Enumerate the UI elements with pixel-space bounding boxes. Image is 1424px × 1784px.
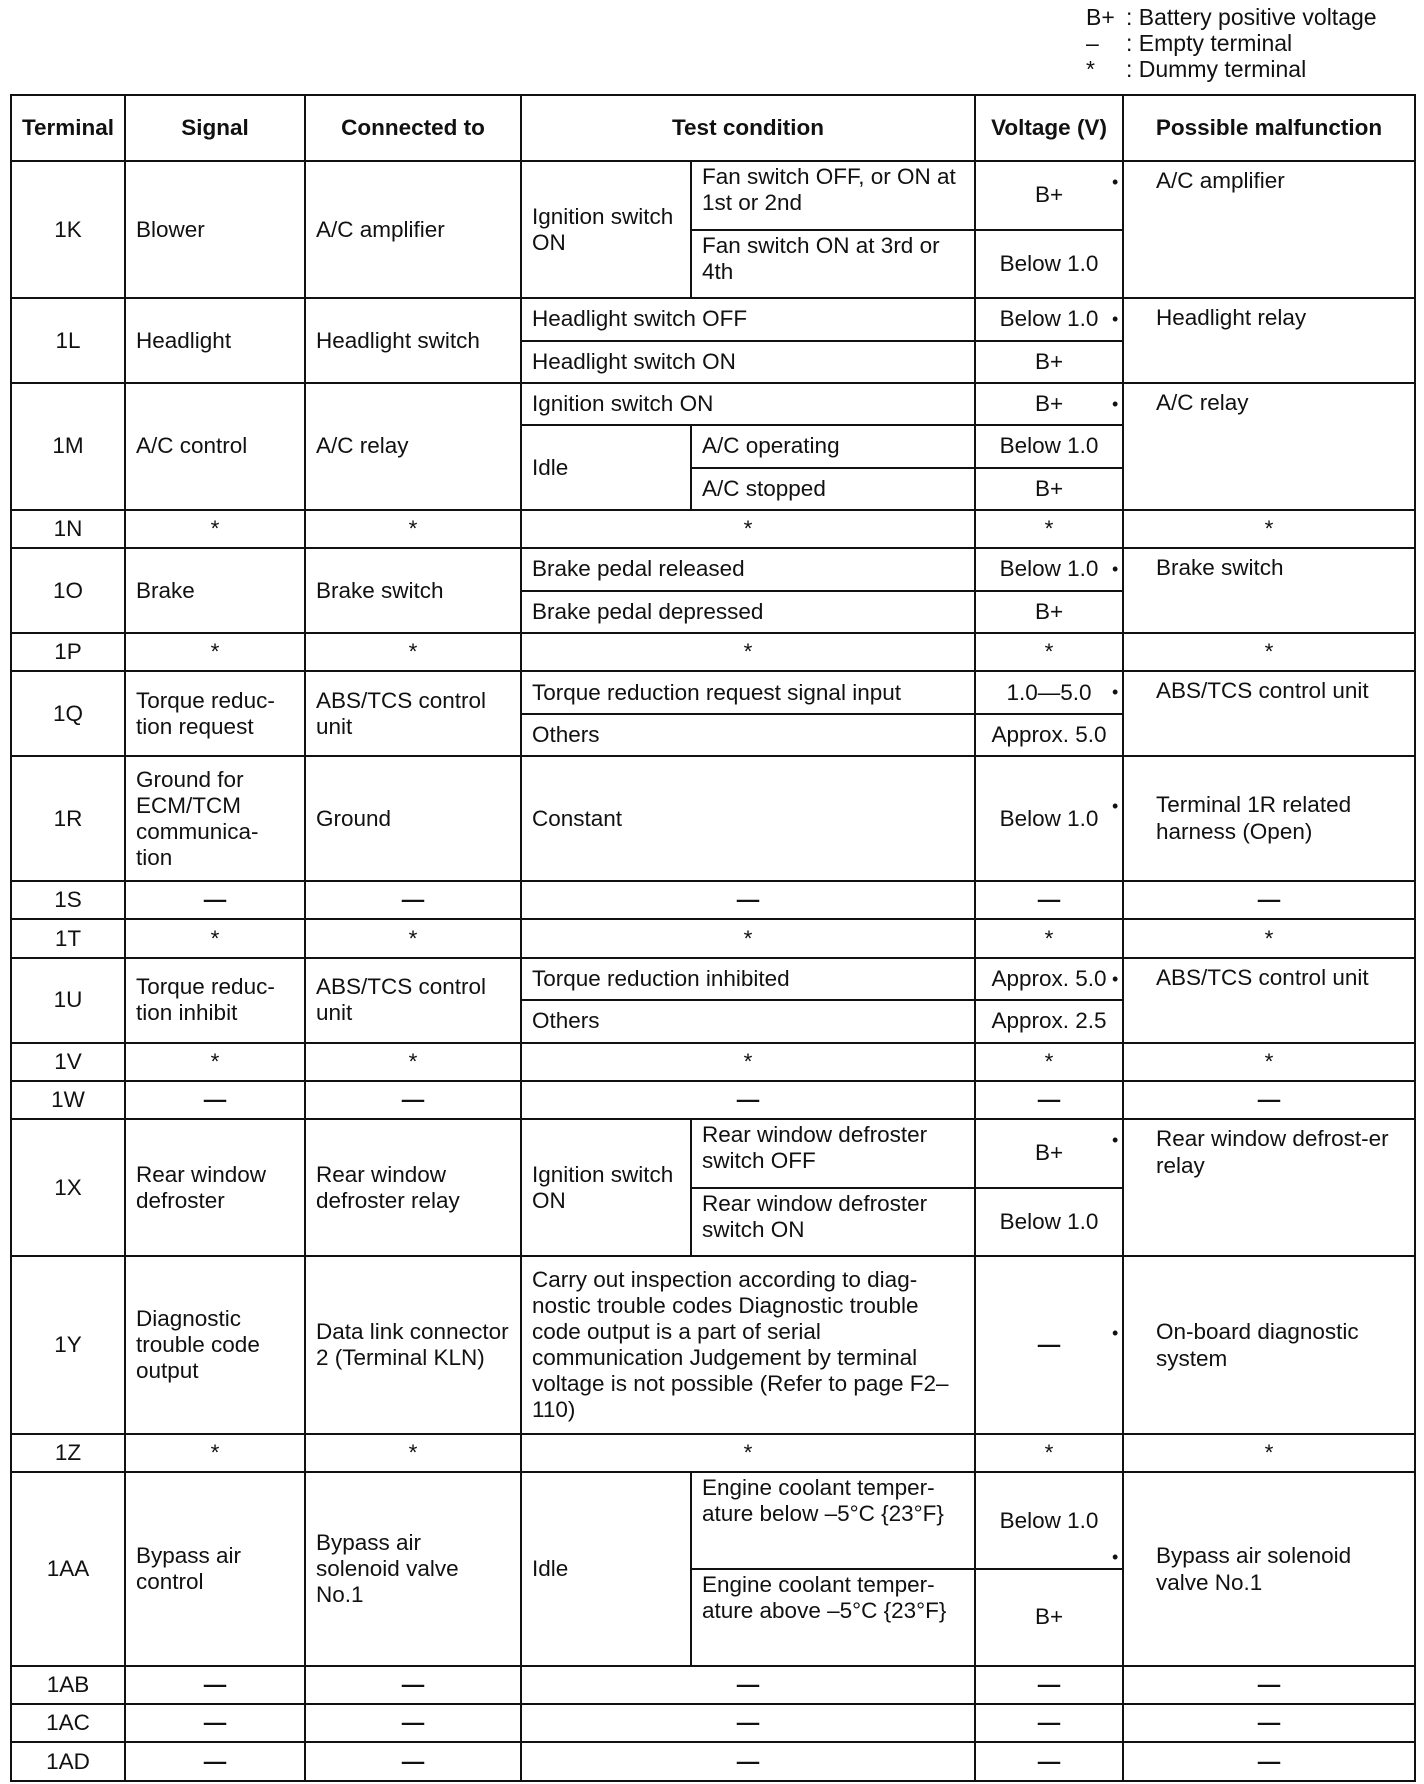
table-cell: —	[1123, 1666, 1415, 1704]
table-cell: —	[521, 1704, 975, 1742]
table-cell: —	[521, 881, 975, 919]
legend	[1086, 4, 1377, 82]
table-cell: Rear window defroster switch OFF	[691, 1119, 975, 1188]
table-cell	[1123, 1256, 1415, 1434]
table-cell: *	[125, 633, 305, 671]
table-row	[11, 1666, 1415, 1704]
table-cell: A/C amplifier	[305, 161, 521, 298]
table-cell: —	[975, 1666, 1123, 1704]
table-row	[11, 1043, 1415, 1081]
table-cell: A/C stopped	[691, 468, 975, 510]
table-cell: 1R	[11, 756, 125, 881]
table-cell: *	[305, 510, 521, 548]
table-row	[11, 161, 1415, 230]
table-cell: Ground	[305, 756, 521, 881]
table-cell: *	[305, 1434, 521, 1472]
table-cell: *	[975, 919, 1123, 957]
table-cell: Approx. 5.0	[975, 958, 1123, 1000]
table-row	[11, 633, 1415, 671]
table-cell: —	[125, 1666, 305, 1704]
malfunction-item: • Bypass air solenoid valve No.1	[1134, 1543, 1404, 1596]
table-cell: Brake pedal released	[521, 548, 975, 590]
table-cell: Engine coolant temper-ature below –5°C {23°F}	[691, 1472, 975, 1569]
table-cell: Others	[521, 714, 975, 756]
table-cell: —	[975, 1742, 1123, 1781]
table-cell: —	[125, 881, 305, 919]
table-cell: Headlight switch ON	[521, 341, 975, 383]
table-cell: Idle	[521, 425, 691, 510]
table-row	[11, 1704, 1415, 1742]
table-row	[11, 958, 1415, 1000]
table-cell: —	[1123, 1081, 1415, 1119]
table-cell: Below 1.0	[975, 425, 1123, 467]
table-row	[11, 510, 1415, 548]
table-cell	[1123, 958, 1415, 1043]
table-cell: Ignition switch ON	[521, 383, 975, 425]
table-cell: Torque reduc-tion inhibit	[125, 958, 305, 1043]
malfunction-item: • Rear window defrost-er relay	[1134, 1126, 1404, 1179]
table-cell: Diagnostic trouble code output	[125, 1256, 305, 1434]
malfunction-item: • ABS/TCS control unit	[1134, 678, 1404, 705]
table-cell: —	[975, 1704, 1123, 1742]
table-cell: 1K	[11, 161, 125, 298]
table-cell: Brake pedal depressed	[521, 591, 975, 633]
table-cell: *	[125, 919, 305, 957]
malfunction-item: • A/C amplifier	[1134, 168, 1404, 195]
header-signal: Signal	[125, 95, 305, 161]
table-row	[11, 1119, 1415, 1188]
table-cell: Below 1.0	[975, 298, 1123, 340]
table-cell: *	[975, 1434, 1123, 1472]
table-cell: 1W	[11, 1081, 125, 1119]
header-terminal: Terminal	[11, 95, 125, 161]
table-cell: —	[305, 1742, 521, 1781]
table-cell	[1123, 383, 1415, 510]
table-cell: Ground for ECM/TCM communica-tion	[125, 756, 305, 881]
table-cell: Constant	[521, 756, 975, 881]
table-cell: Fan switch ON at 3rd or 4th	[691, 230, 975, 299]
table-cell: Headlight switch	[305, 298, 521, 383]
header-malfunction: Possible malfunction	[1123, 95, 1415, 161]
table-row	[11, 919, 1415, 957]
table-row	[11, 881, 1415, 919]
table-cell: Bypass air solenoid valve No.1	[305, 1472, 521, 1666]
table-cell: B+	[975, 161, 1123, 230]
table-row	[11, 383, 1415, 425]
table-cell: ABS/TCS control unit	[305, 958, 521, 1043]
table-row	[11, 548, 1415, 590]
table-cell: Rear window defroster	[125, 1119, 305, 1256]
table-cell: —	[521, 1666, 975, 1704]
malfunction-item: • Headlight relay	[1134, 305, 1404, 332]
table-cell	[1123, 671, 1415, 756]
table-cell: Idle	[521, 1472, 691, 1666]
table-cell: 1M	[11, 383, 125, 510]
table-cell: —	[125, 1742, 305, 1781]
table-cell: *	[521, 919, 975, 957]
table-cell: —	[521, 1081, 975, 1119]
table-cell: *	[521, 510, 975, 548]
table-cell: Bypass air control	[125, 1472, 305, 1666]
table-cell: 1Z	[11, 1434, 125, 1472]
table-row	[11, 756, 1415, 881]
table-cell: A/C relay	[305, 383, 521, 510]
table-cell	[1123, 298, 1415, 383]
table-cell: Approx. 5.0	[975, 714, 1123, 756]
table-cell: Brake switch	[305, 548, 521, 633]
table-cell: —	[975, 1256, 1123, 1434]
table-cell: *	[1123, 1043, 1415, 1081]
header-voltage: Voltage (V)	[975, 95, 1123, 161]
malfunction-item: • Terminal 1R related harness (Open)	[1134, 792, 1404, 845]
table-cell: *	[1123, 633, 1415, 671]
table-cell: —	[1123, 1742, 1415, 1781]
table-cell	[1123, 548, 1415, 633]
table-cell: Approx. 2.5	[975, 1000, 1123, 1042]
table-cell: Carry out inspection according to diag-nostic trouble codes Diagnostic trouble code output is a part of serial communication Judgement by terminal voltage is not possible (Refer to page F2–110)	[521, 1256, 975, 1434]
table-cell: A/C operating	[691, 425, 975, 467]
table-cell: B+	[975, 591, 1123, 633]
table-cell: B+	[975, 383, 1123, 425]
table-cell: 1P	[11, 633, 125, 671]
table-cell: Ignition switch ON	[521, 1119, 691, 1256]
legend-battery: B+ : Battery positive voltage	[1086, 4, 1377, 30]
table-cell: 1.0—5.0	[975, 671, 1123, 713]
table-cell: 1L	[11, 298, 125, 383]
table-cell: 1AA	[11, 1472, 125, 1666]
legend-empty: – : Empty terminal	[1086, 30, 1293, 56]
table-cell: *	[125, 510, 305, 548]
table-cell: —	[975, 1081, 1123, 1119]
table-cell: Engine coolant temper-ature above –5°C {23°F}	[691, 1569, 975, 1666]
table-cell	[1123, 1119, 1415, 1256]
table-cell: Data link connector 2 (Terminal KLN)	[305, 1256, 521, 1434]
table-cell: *	[1123, 919, 1415, 957]
table-cell: Below 1.0	[975, 1472, 1123, 1569]
table-cell: Rear window defroster switch ON	[691, 1188, 975, 1257]
table-cell: *	[521, 1043, 975, 1081]
table-cell: Headlight switch OFF	[521, 298, 975, 340]
table-cell: —	[1123, 881, 1415, 919]
table-row	[11, 1434, 1415, 1472]
table-cell: *	[521, 633, 975, 671]
table-cell: *	[125, 1434, 305, 1472]
table-cell: *	[1123, 1434, 1415, 1472]
table-cell: Fan switch OFF, or ON at 1st or 2nd	[691, 161, 975, 230]
table-cell: *	[521, 1434, 975, 1472]
table-cell: *	[305, 1043, 521, 1081]
table-cell	[1123, 1472, 1415, 1666]
table-row	[11, 1472, 1415, 1569]
malfunction-item: • On-board diagnostic system	[1134, 1319, 1404, 1372]
table-cell: *	[975, 1043, 1123, 1081]
table-cell: —	[125, 1704, 305, 1742]
header-connected-to: Connected to	[305, 95, 521, 161]
table-cell: Torque reduction inhibited	[521, 958, 975, 1000]
table-row	[11, 298, 1415, 340]
table-cell: *	[125, 1043, 305, 1081]
table-cell: 1Y	[11, 1256, 125, 1434]
table-cell: —	[975, 881, 1123, 919]
table-cell: ABS/TCS control unit	[305, 671, 521, 756]
terminal-table	[10, 94, 1416, 1782]
table-cell: —	[305, 1666, 521, 1704]
table-cell: 1T	[11, 919, 125, 957]
malfunction-item: • ABS/TCS control unit	[1134, 965, 1404, 992]
table-cell	[1123, 161, 1415, 298]
table-cell: 1O	[11, 548, 125, 633]
table-cell: Below 1.0	[975, 756, 1123, 881]
table-row	[11, 1256, 1415, 1434]
table-cell: *	[975, 633, 1123, 671]
table-cell: B+	[975, 1569, 1123, 1666]
table-cell: 1S	[11, 881, 125, 919]
table-cell: B+	[975, 468, 1123, 510]
malfunction-item: • Brake switch	[1134, 555, 1404, 582]
header-row	[11, 95, 1415, 161]
table-cell: 1AB	[11, 1666, 125, 1704]
table-cell: Blower	[125, 161, 305, 298]
table-cell: Headlight	[125, 298, 305, 383]
table-cell: Others	[521, 1000, 975, 1042]
table-cell: —	[305, 1704, 521, 1742]
table-cell: Torque reduction request signal input	[521, 671, 975, 713]
table-cell: —	[521, 1742, 975, 1781]
table-row	[11, 671, 1415, 713]
table-cell: Brake	[125, 548, 305, 633]
table-cell: Below 1.0	[975, 548, 1123, 590]
table-cell: Ignition switch ON	[521, 161, 691, 298]
malfunction-item: • A/C relay	[1134, 390, 1404, 417]
table-row	[11, 1742, 1415, 1781]
table-cell: Below 1.0	[975, 1188, 1123, 1257]
table-cell: *	[305, 919, 521, 957]
table-cell: 1AC	[11, 1704, 125, 1742]
table-cell: Torque reduc-tion request	[125, 671, 305, 756]
table-cell: —	[305, 1081, 521, 1119]
table-cell: —	[125, 1081, 305, 1119]
table-cell: —	[1123, 1704, 1415, 1742]
table-cell: 1AD	[11, 1742, 125, 1781]
table-cell: B+	[975, 341, 1123, 383]
table-cell: *	[1123, 510, 1415, 548]
table-cell: 1X	[11, 1119, 125, 1256]
table-cell: B+	[975, 1119, 1123, 1188]
legend-dummy: * : Dummy terminal	[1086, 56, 1307, 82]
table-cell: 1V	[11, 1043, 125, 1081]
table-cell: 1N	[11, 510, 125, 548]
table-cell: 1U	[11, 958, 125, 1043]
header-test-condition: Test condition	[521, 95, 975, 161]
table-cell: *	[305, 633, 521, 671]
table-cell: A/C control	[125, 383, 305, 510]
table-cell: Rear window defroster relay	[305, 1119, 521, 1256]
table-cell: 1Q	[11, 671, 125, 756]
table-row	[11, 1081, 1415, 1119]
table-cell	[1123, 756, 1415, 881]
table-cell: *	[975, 510, 1123, 548]
table-cell: Below 1.0	[975, 230, 1123, 299]
table-cell: —	[305, 881, 521, 919]
